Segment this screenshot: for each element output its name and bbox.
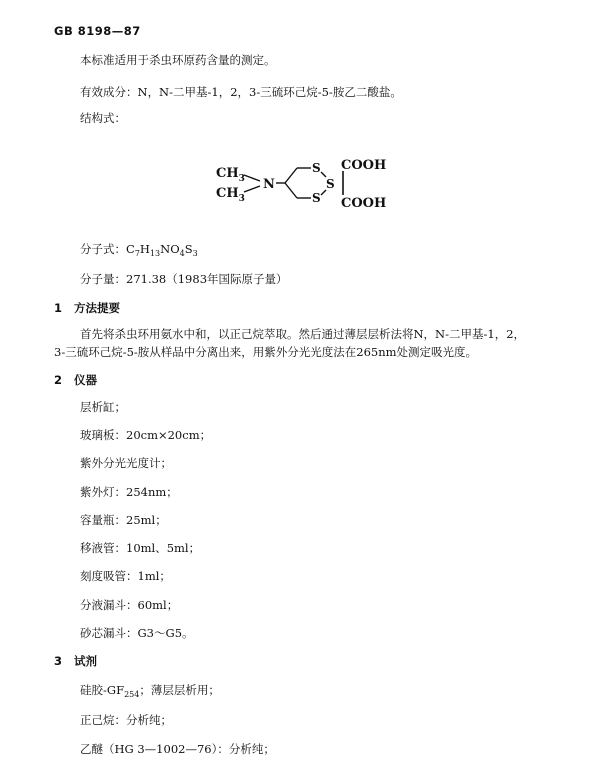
molecular-weight-label: 分子量： [80,272,126,286]
reagent-silica-subscript: 254 [124,690,140,699]
method-text-line-2: 3-三硫环己烷-5-胺从样品中分离出来，用紫外分光光度法在265nm处测定吸光度。 [54,345,478,359]
instrument-item: 紫外灯：254nm； [80,485,178,499]
section-title: 试剂 [74,654,97,668]
reagent-ether: 乙醚（HG 3—1002—76）：分析纯； [80,742,275,756]
instrument-item: 分液漏斗：60ml； [80,598,179,612]
section-number: 3 [54,654,63,668]
instrument-item: 容量瓶：25ml； [80,513,167,527]
formula-h: H [139,242,150,256]
formula-s-count: 3 [192,249,198,258]
reagent-hexane: 正己烷：分析纯； [80,713,172,727]
scope-text: 本标准适用于杀虫环原药含量的测定。 [80,53,276,67]
instrument-item: 紫外分光光度计； [80,456,172,470]
section-heading-reagents [54,653,97,669]
bond-line [285,168,297,183]
ch3-bottom-text: $CH_3$ [216,186,245,204]
molecular-formula-label: 分子式： [80,242,126,256]
sulfur-middle-text: S [326,177,335,191]
active-ingredient-value: N，N-二甲基-1，2，3-三硫环己烷-5-胺乙二酸盐。 [137,85,402,99]
structural-formula [210,150,410,212]
method-text-line-1: 首先将杀虫环用氨水中和，以正己烷萃取。然后通过薄层层析法将N，N-二甲基-1，2， [80,327,526,341]
formula-o-count: 4 [179,249,185,258]
instrument-item: 玻璃板：20cm×20cm； [80,428,212,442]
sulfur-top-text: S [312,161,321,175]
reagent-silica-gel [80,682,220,698]
molecular-weight-value: 271.38（1983年国际原子量） [126,272,288,286]
section-heading-method [54,300,120,316]
section-heading-instruments [54,372,97,388]
cooh-top-text: COOH [341,158,387,173]
reagent-silica-name: 硅胶-GF [80,683,125,697]
active-ingredient [80,84,402,100]
formula-c-count: 7 [134,249,140,258]
instrument-item: 砂芯漏斗：G3～G5。 [80,626,194,640]
instrument-item: 刻度吸管：1ml； [80,569,171,583]
bond-line [244,175,260,181]
active-ingredient-label: 有效成分： [80,85,138,99]
formula-no: NO [160,242,180,256]
nitrogen-text: N [263,177,275,192]
formula-h-count: 13 [149,249,161,258]
reagent-silica-usage: ；薄层层析用； [139,683,220,697]
sulfur-bottom-text: S [312,191,321,205]
section-title: 仪器 [74,373,97,387]
standard-code: GB 8198—87 [54,24,141,38]
section-number: 2 [54,373,63,387]
ch3-top-text: $CH_3$ [216,166,245,184]
bond-line [285,183,297,198]
structure-label: 结构式： [80,111,126,125]
cooh-bottom-text: COOH [341,196,387,211]
section-title: 方法提要 [74,301,120,315]
formula-s: S [184,242,193,256]
molecular-weight [80,271,288,287]
section-number: 1 [54,301,63,315]
instrument-item: 层析缸； [80,400,126,414]
bond-line [244,186,260,192]
molecular-formula [80,241,198,257]
formula-c: C [126,242,135,256]
instrument-item: 移液管：10ml、5ml； [80,541,201,555]
